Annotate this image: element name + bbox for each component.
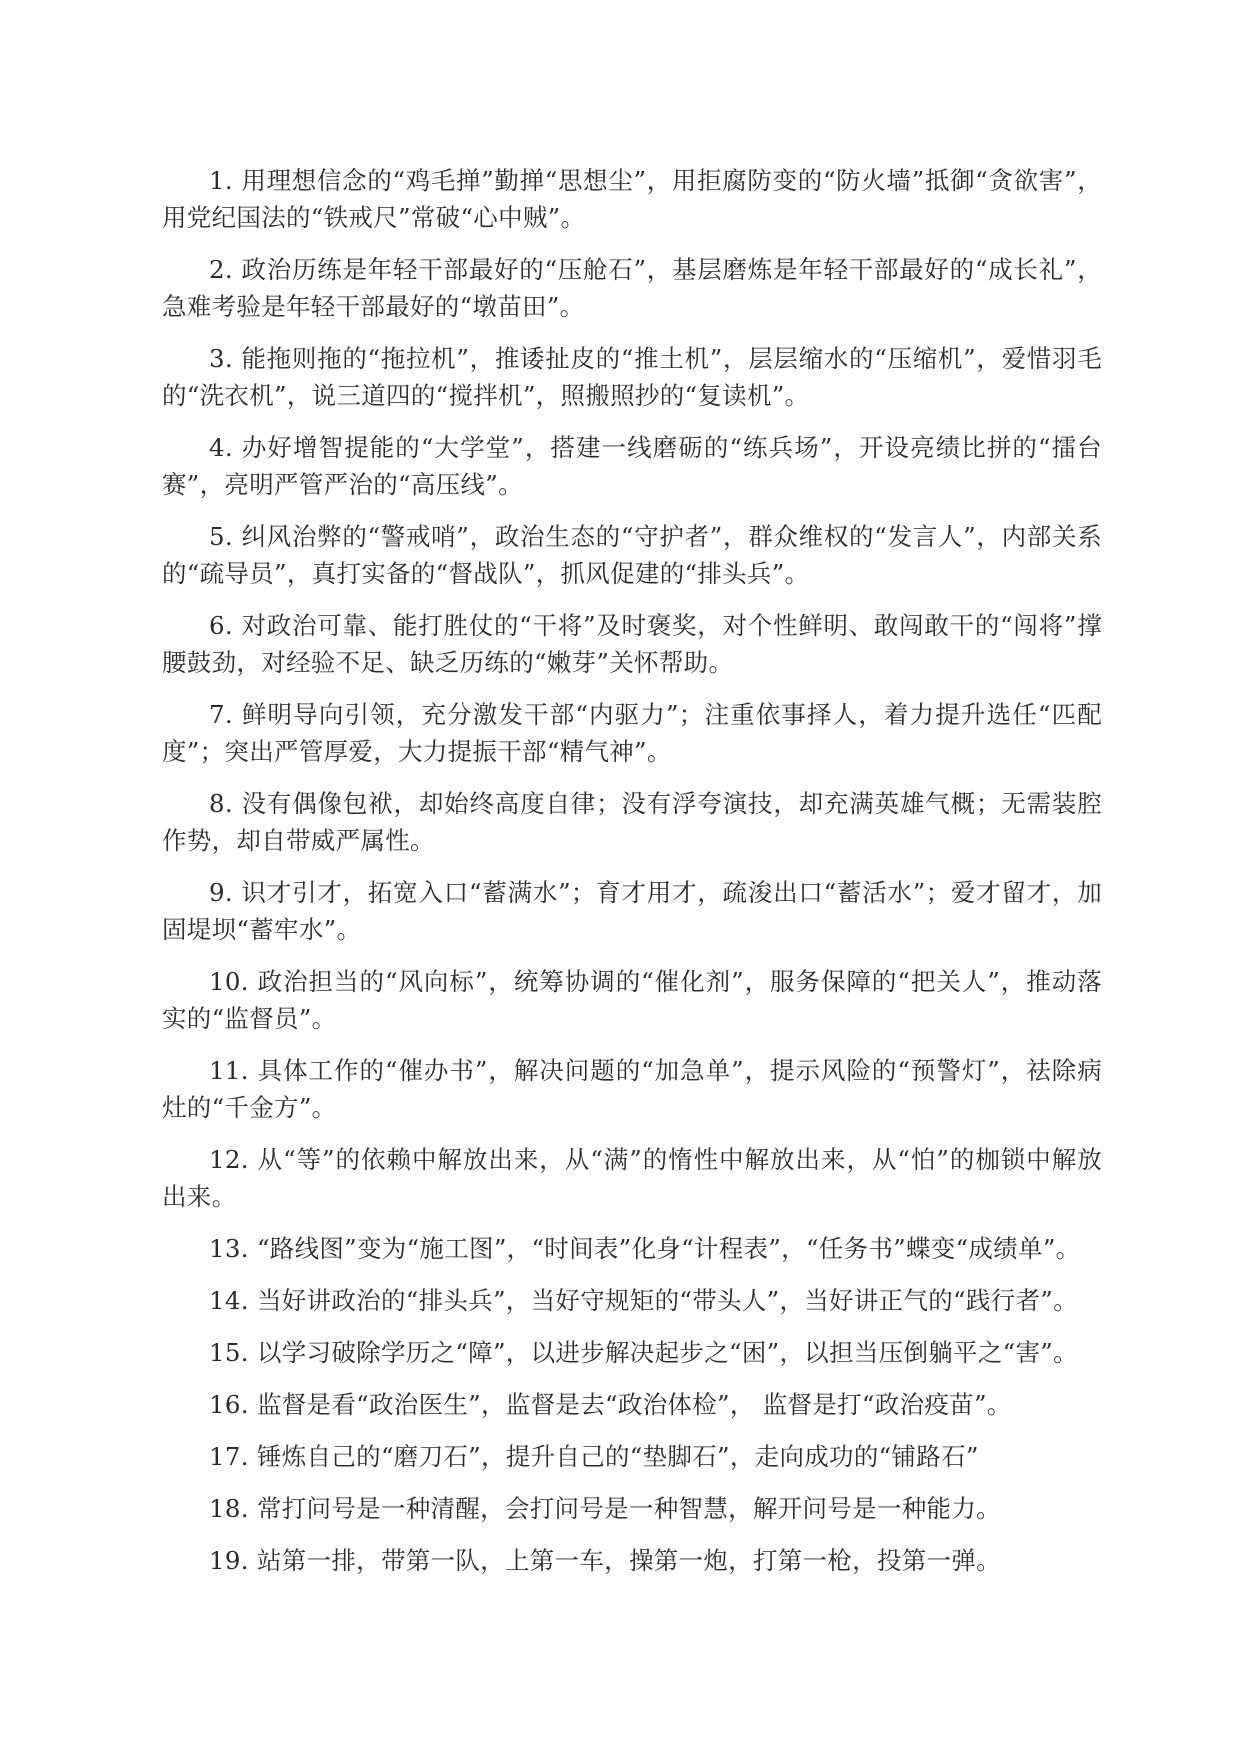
list-item: 19. 站第一排，带第一队，上第一车，操第一炮，打第一枪，投第一弹。: [209, 1546, 1001, 1575]
list-item: 14. 当好讲政治的“排头兵”，当好守规矩的“带头人”，当好讲正气的“践行者”。: [209, 1286, 1078, 1315]
list-item: 10. 政治担当的“风向标”，统筹协调的“催化剂”，服务保障的“把关人”，推动落实的“监督员”。: [162, 967, 1102, 1033]
list-item: 1. 用理想信念的“鸡毛掸”勤掸“思想尘”，用拒腐防变的“防火墙”抵御“贪欲害”，用党纪国法的“铁戒尺”常破“心中贼”。: [162, 166, 1102, 232]
list-item: 8. 没有偶像包袱，却始终高度自律；没有浮夸演技，却充满英雄气概；无需装腔作势，却自带威严属性。: [162, 789, 1102, 855]
list-item: 3. 能拖则拖的“拖拉机”，推诿扯皮的“推土机”，层层缩水的“压缩机”，爱惜羽毛的“洗衣机”，说三道四的“搅拌机”，照搬照抄的“复读机”。: [162, 344, 1102, 410]
list-item: 11. 具体工作的“催办书”，解决问题的“加急单”，提示风险的“预警灯”，祛除病灶的“千金方”。: [162, 1056, 1102, 1122]
list-item: 4. 办好增智提能的“大学堂”，搭建一线磨砺的“练兵场”，开设亮绩比拼的“擂台赛”，亮明严管严治的“高压线”。: [162, 433, 1102, 499]
list-item: 6. 对政治可靠、能打胜仗的“干将”及时褒奖，对个性鲜明、敢闯敢干的“闯将”撑腰鼓劲，对经验不足、缺乏历练的“嫩芽”关怀帮助。: [162, 611, 1102, 677]
list-item: 9. 识才引才，拓宽入口“蓄满水”；育才用才，疏浚出口“蓄活水”；爱才留才，加固堤坝“蓄牢水”。: [162, 878, 1102, 944]
list-item: 16. 监督是看“政治医生”，监督是去“政治体检”， 监督是打“政治疫苗”。: [209, 1390, 1012, 1419]
list-item: 18. 常打问号是一种清醒，会打问号是一种智慧，解开问号是一种能力。: [209, 1494, 1001, 1523]
list-item: 15. 以学习破除学历之“障”，以进步解决起步之“困”，以担当压倒躺平之“害”。: [209, 1338, 1078, 1367]
list-item: 17. 锤炼自己的“磨刀石”，提升自己的“垫脚石”，走向成功的“铺路石”: [209, 1442, 979, 1471]
list-item: 7. 鲜明导向引领，充分激发干部“内驱力”；注重依事择人，着力提升选任“匹配度”；突出严管厚爱，大力提振干部“精气神”。: [162, 700, 1102, 766]
list-item: 5. 纠风治弊的“警戒哨”，政治生态的“守护者”，群众维权的“发言人”，内部关系的“疏导员”，真打实备的“督战队”，抓风促建的“排头兵”。: [162, 522, 1102, 588]
list-item: 12. 从“等”的依赖中解放出来，从“满”的惰性中解放出来，从“怕”的枷锁中解放出来。: [162, 1145, 1102, 1211]
list-item: 13. “路线图”变为“施工图”，“时间表”化身“计程表”，“任务书”蝶变“成绩单”。: [209, 1234, 1081, 1263]
list-item: 2. 政治历练是年轻干部最好的“压舱石”，基层磨炼是年轻干部最好的“成长礼”，急难考验是年轻干部最好的“墩苗田”。: [162, 255, 1102, 321]
document-body: [162, 162, 1102, 1594]
